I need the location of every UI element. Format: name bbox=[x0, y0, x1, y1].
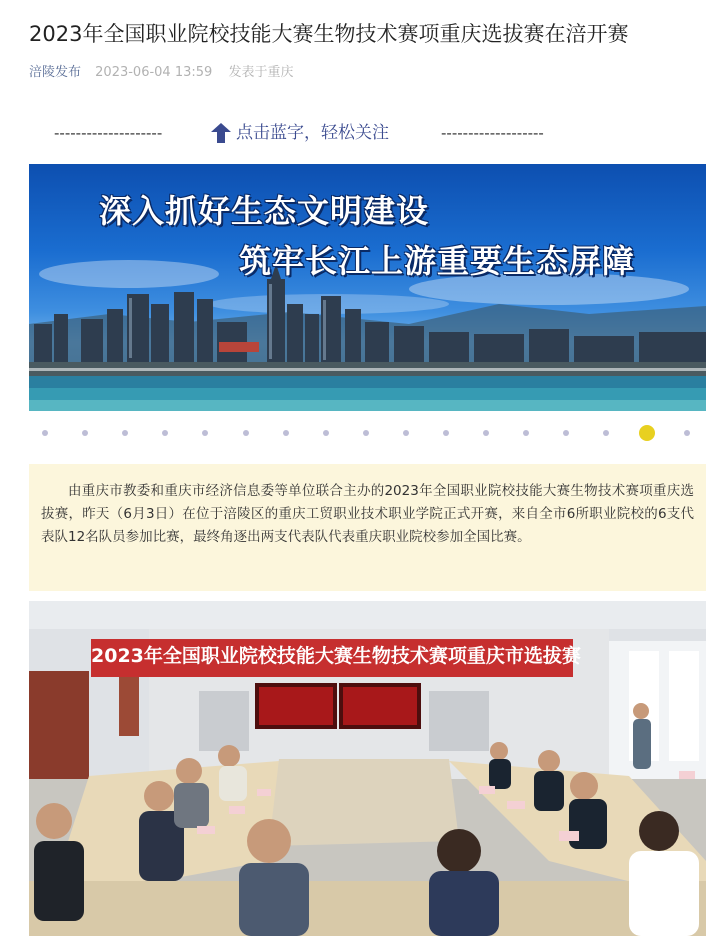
publish-time: 2023-06-04 13:59 bbox=[95, 65, 213, 80]
article-meta bbox=[29, 63, 293, 83]
carousel-dot[interactable] bbox=[483, 430, 489, 436]
carousel-dot[interactable] bbox=[443, 430, 449, 436]
intro-paragraph: 由重庆市教委和重庆市经济信息委等单位联合主办的2023年全国职业院校技能大赛生物技术赛项重庆选拔赛，昨天（6月3日）在位于涪陵区的重庆工贸职业技术职业学院正式开赛，来自全市6所职业院校的6支代表队12名队员参加比赛，最终角逐出两支代表队代表重庆职业院校参加全国比赛。 bbox=[41, 483, 694, 545]
up-arrow-icon bbox=[210, 123, 232, 151]
carousel-dot[interactable] bbox=[323, 430, 329, 436]
carousel-dot[interactable] bbox=[603, 430, 609, 436]
banner-slogan-line1: 深入抓好生态文明建设 bbox=[99, 192, 430, 230]
banner-slogan-line2: 筑牢长江上游重要生态屏障 bbox=[239, 242, 636, 280]
intro-summary-box bbox=[29, 464, 706, 591]
account-name-link[interactable]: 涪陵发布 bbox=[29, 65, 82, 80]
carousel-dot[interactable] bbox=[563, 430, 569, 436]
follow-dashes-right: ------------------- bbox=[441, 124, 544, 142]
carousel-dot[interactable] bbox=[523, 430, 529, 436]
carousel-dot[interactable] bbox=[363, 430, 369, 436]
carousel-dot[interactable] bbox=[42, 430, 48, 436]
carousel-indicator[interactable] bbox=[29, 424, 706, 442]
competition-photo[interactable] bbox=[29, 601, 706, 936]
carousel-dot[interactable] bbox=[403, 430, 409, 436]
carousel-dot[interactable] bbox=[283, 430, 289, 436]
carousel-dot-active[interactable] bbox=[639, 425, 655, 441]
publish-location: 发表于重庆 bbox=[228, 65, 294, 80]
follow-dashes-left: -------------------- bbox=[54, 124, 163, 142]
carousel-dot[interactable] bbox=[122, 430, 128, 436]
follow-text[interactable]: 点击蓝字，轻松关注 bbox=[236, 123, 389, 143]
carousel-dot[interactable] bbox=[243, 430, 249, 436]
carousel-dot[interactable] bbox=[202, 430, 208, 436]
carousel-dot[interactable] bbox=[162, 430, 168, 436]
photo-banner-text: 2023年全国职业院校技能大赛生物技术赛项重庆市选拔赛 bbox=[91, 645, 581, 667]
carousel-banner-image[interactable] bbox=[29, 164, 706, 411]
article-title: 2023年全国职业院校技能大赛生物技术赛项重庆选拔赛在涪开赛 bbox=[29, 22, 629, 46]
follow-prompt[interactable] bbox=[0, 120, 726, 146]
carousel-dot[interactable] bbox=[82, 430, 88, 436]
carousel-dot[interactable] bbox=[684, 430, 690, 436]
